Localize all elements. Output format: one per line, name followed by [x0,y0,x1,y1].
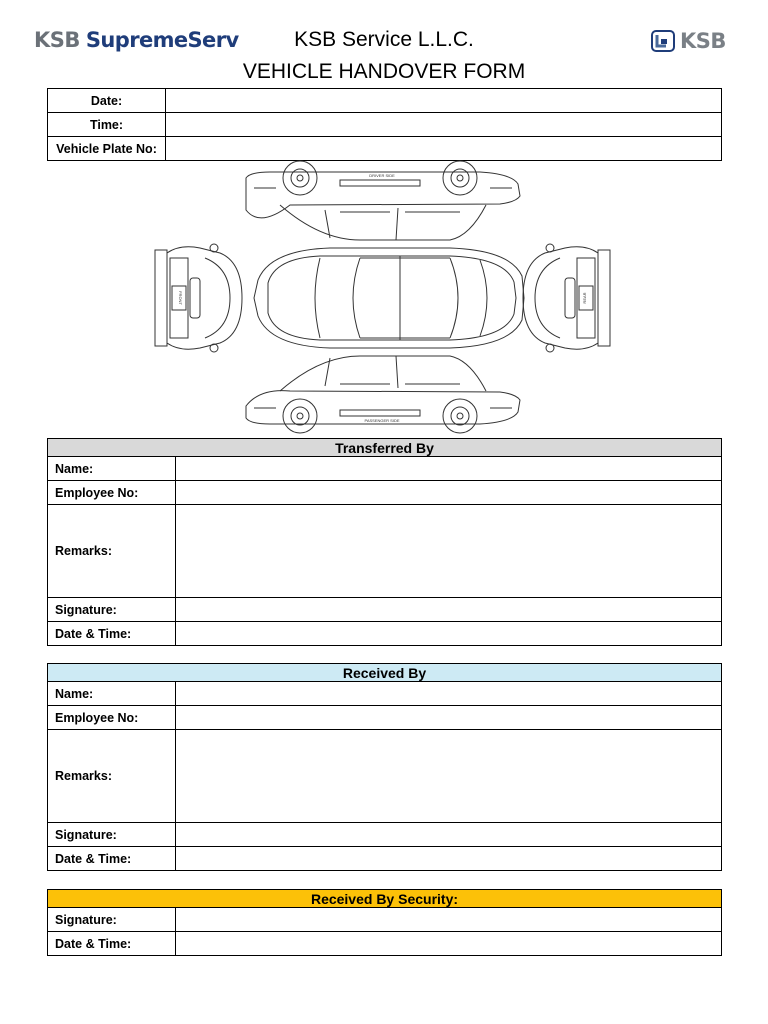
transferred-employee-field[interactable] [176,481,722,505]
logo-supremeserv-text: SupremeServ [85,28,239,52]
front-view-text: FRONT [178,291,183,305]
security-signature-field[interactable] [176,908,722,932]
security-datetime-label: Date & Time: [48,932,176,956]
ksb-mark-icon [651,30,675,52]
received-signature-row [48,823,722,847]
date-label: Date: [48,89,166,113]
transferred-by-heading: Transferred By [48,439,722,457]
date-row [48,89,722,113]
date-field[interactable] [166,89,722,113]
received-datetime-row [48,847,722,871]
received-employee-field[interactable] [176,706,722,730]
received-by-header [48,664,722,682]
ksb-logo [651,30,726,52]
car-front-view [155,244,242,352]
transferred-name-row [48,457,722,481]
car-top-view [254,248,524,348]
car-rear-view [523,244,610,352]
received-by-heading: Received By [48,664,722,682]
transferred-name-label: Name: [48,457,176,481]
security-signature-label: Signature: [48,908,176,932]
transferred-signature-label: Signature: [48,598,176,622]
received-signature-field[interactable] [176,823,722,847]
received-name-label: Name: [48,682,176,706]
transferred-datetime-label: Date & Time: [48,622,176,646]
logo-ksb-right-text: KSB [680,29,726,53]
transferred-signature-field[interactable] [176,598,722,622]
company-name: KSB Service L.L.C. [294,28,474,51]
security-datetime-row [48,932,722,956]
plate-label: Vehicle Plate No: [48,137,166,161]
transferred-name-field[interactable] [176,457,722,481]
transferred-by-header [48,439,722,457]
received-remarks-row [48,730,722,823]
driver-side-text: DRIVER SIDE [369,173,395,178]
security-table [47,889,722,956]
security-heading: Received By Security: [48,890,722,908]
car-side-view-top [246,161,520,240]
security-header [48,890,722,908]
received-remarks-field[interactable] [176,730,722,823]
received-by-table [47,663,722,871]
transferred-signature-row [48,598,722,622]
transferred-datetime-row [48,622,722,646]
transferred-datetime-field[interactable] [176,622,722,646]
received-signature-label: Signature: [48,823,176,847]
logo-ksb-text: KSB [34,28,80,52]
transferred-by-table [47,438,722,646]
received-name-field[interactable] [176,682,722,706]
time-row [48,113,722,137]
transferred-remarks-field[interactable] [176,505,722,598]
transferred-remarks-row [48,505,722,598]
vehicle-info-table [47,88,722,161]
transferred-employee-label: Employee No: [48,481,176,505]
received-datetime-label: Date & Time: [48,847,176,871]
plate-field[interactable] [166,137,722,161]
form-title: VEHICLE HANDOVER FORM [242,60,526,83]
security-signature-row [48,908,722,932]
transferred-employee-row [48,481,722,505]
received-employee-label: Employee No: [48,706,176,730]
received-datetime-field[interactable] [176,847,722,871]
rear-view-text: REAR [582,292,587,304]
passenger-side-text: PASSENGER SIDE [364,418,400,423]
vehicle-diagram [150,158,615,440]
plate-row [48,137,722,161]
received-employee-row [48,706,722,730]
transferred-remarks-label: Remarks: [48,505,176,598]
received-name-row [48,682,722,706]
time-field[interactable] [166,113,722,137]
received-remarks-label: Remarks: [48,730,176,823]
security-datetime-field[interactable] [176,932,722,956]
car-side-view-bottom [246,356,520,433]
time-label: Time: [48,113,166,137]
